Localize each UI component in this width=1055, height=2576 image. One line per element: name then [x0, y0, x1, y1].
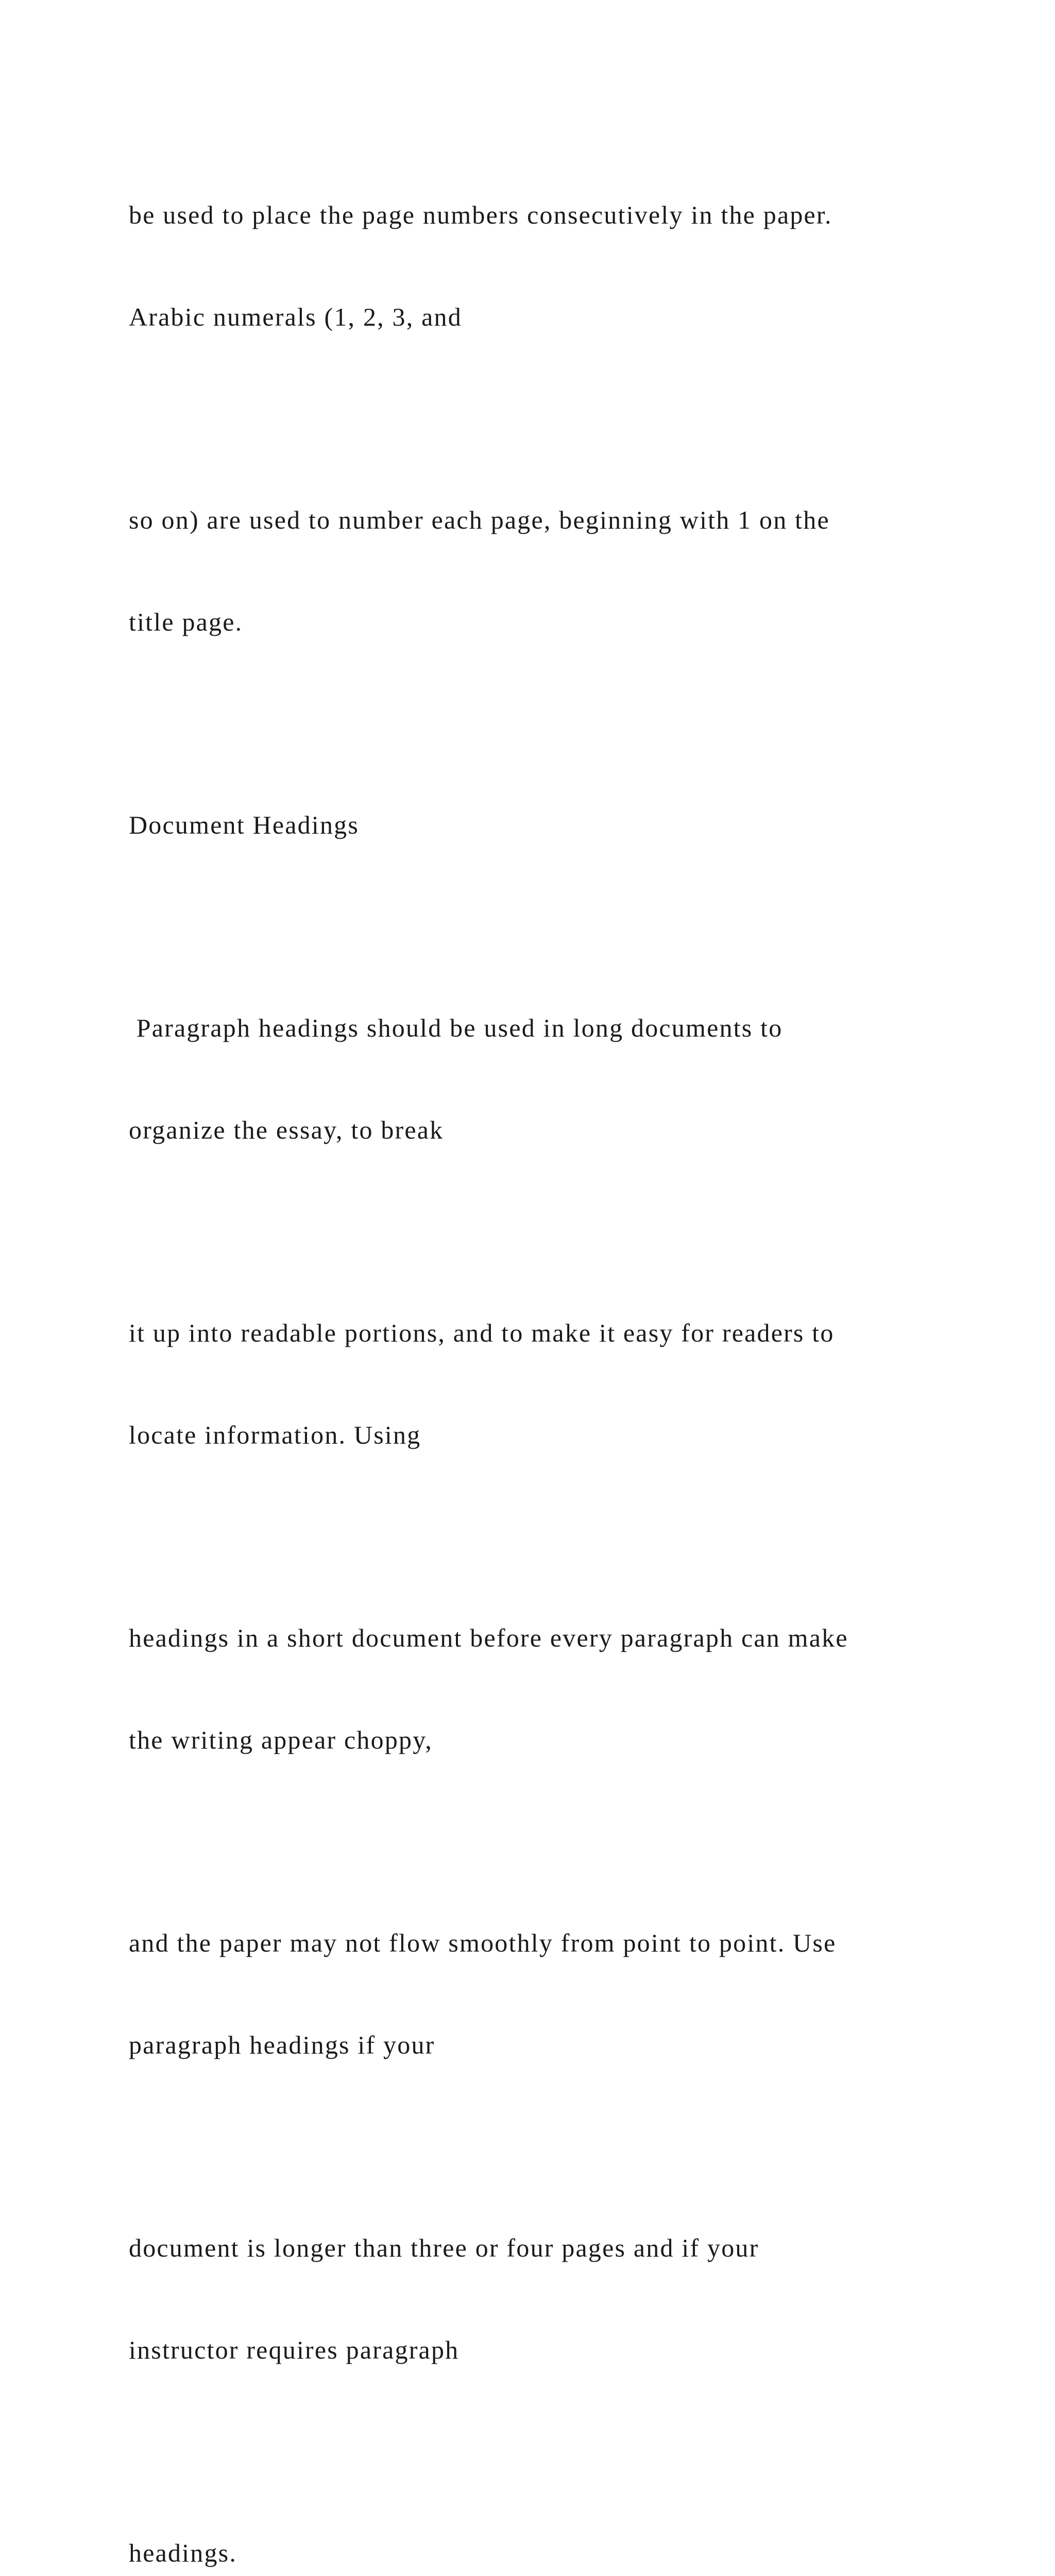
text-line: headings. [129, 2538, 237, 2567]
text-line: Arabic numerals (1, 2, 3, and [129, 302, 462, 331]
text-line: locate information. Using [129, 1420, 421, 1449]
paragraph-choppy [129, 1553, 994, 1825]
text-line: paragraph headings if your [129, 2030, 435, 2059]
paragraph-headings-intro [129, 943, 994, 1215]
text-line: so on) are used to number each page, beginning with 1 on the [129, 505, 830, 534]
paragraph-headings-end [129, 2468, 994, 2576]
text-line: instructor requires paragraph [129, 2335, 460, 2364]
paragraph-flow [129, 1858, 994, 2130]
text-line: organize the essay, to break [129, 1115, 444, 1144]
document-body [129, 130, 994, 2576]
text-line: headings in a short document before every paragraph can make [129, 1623, 848, 1652]
text-line: the writing appear choppy, [129, 1725, 433, 1754]
text-line: and the paper may not flow smoothly from point to point. Use [129, 1928, 837, 1957]
text-line: document is longer than three or four pages and if your [129, 2233, 759, 2262]
text-line: Paragraph headings should be used in long documents to [129, 1013, 783, 1042]
paragraph-length [129, 2163, 994, 2435]
text-line: title page. [129, 607, 243, 636]
heading-document-headings [129, 740, 994, 910]
text-line: it up into readable portions, and to make it easy for readers to [129, 1318, 835, 1347]
paragraph-page-numbers-cont [129, 130, 994, 402]
paragraph-arabic-numerals [129, 435, 994, 707]
paragraph-readable-portions [129, 1248, 994, 1520]
text-line: be used to place the page numbers consecutively in the paper. [129, 200, 832, 229]
section-heading: Document Headings [129, 810, 360, 839]
